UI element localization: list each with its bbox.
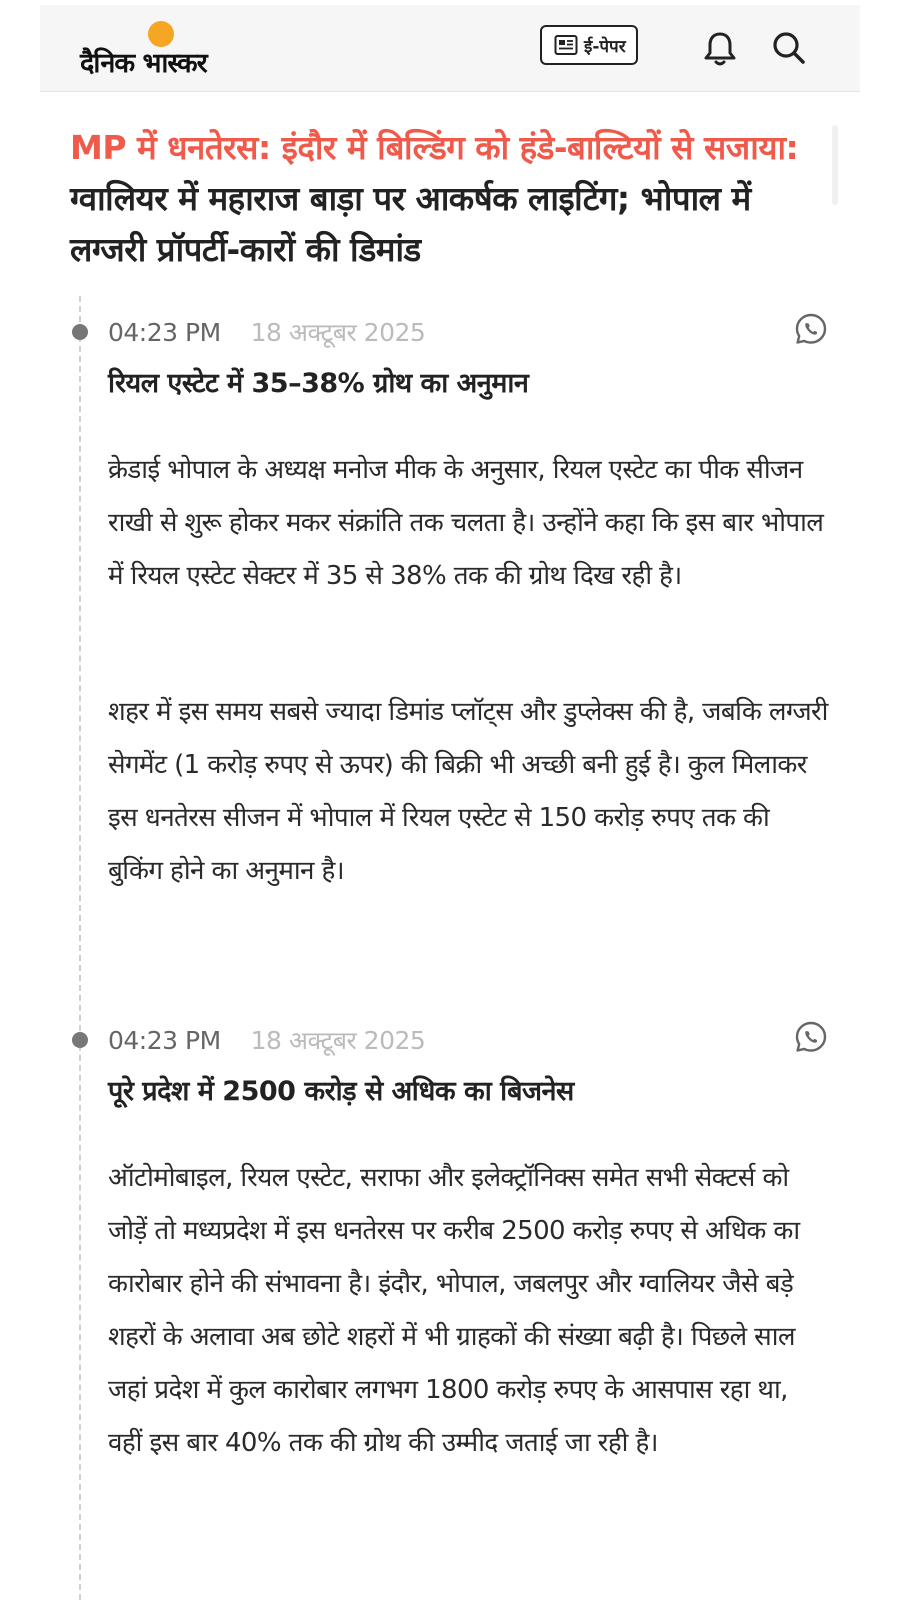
entry-paragraph: क्रेडाई भोपाल के अध्यक्ष मनोज मीक के अनुसार, रियल एस्टेट का पीक सीजन राखी से शुरू होकर मकर संक्रांति तक चलता है। उन्होंने कहा कि इस बार भोपाल में रियल एस्टेट सेक्टर में 35 से 38% तक की ग्रोथ दिख रही है। bbox=[108, 455, 824, 591]
entry-date: 18 अक्टूबर 2025 bbox=[250, 1026, 426, 1055]
logo-text: दैनिक भास्कर bbox=[80, 48, 207, 79]
whatsapp-icon[interactable] bbox=[794, 1020, 828, 1054]
site-logo[interactable] bbox=[80, 19, 260, 79]
timeline-dot bbox=[72, 324, 88, 340]
live-update-entry bbox=[108, 1020, 828, 1600]
entry-heading: रियल एस्टेट में 35–38% ग्रोथ का अनुमान bbox=[108, 368, 529, 399]
title-rest: ग्वालियर में महाराज बाड़ा पर आकर्षक लाइटिंग; भोपाल में लग्जरी प्रॉपर्टी-कारों की डिमांड bbox=[70, 179, 751, 269]
top-header bbox=[40, 5, 860, 92]
live-update-entry bbox=[108, 312, 828, 952]
bell-icon[interactable] bbox=[700, 29, 740, 69]
timeline-dot bbox=[72, 1032, 88, 1048]
entry-meta bbox=[108, 1020, 828, 1060]
scroll-indicator bbox=[832, 125, 838, 205]
epaper-button[interactable] bbox=[540, 25, 638, 65]
newspaper-icon bbox=[554, 34, 578, 56]
entry-paragraph: ऑटोमोबाइल, रियल एस्टेट, सराफा और इलेक्ट्रॉनिक्स समेत सभी सेक्टर्स को जोड़ें तो मध्यप्रदेश में इस धनतेरस पर करीब 2500 करोड़ रुपए से अधिक का कारोबार होने की संभावना है। इंदौर, भोपाल, जबलपुर और ग्वालियर जैसे बड़े शहरों के अलावा अब छोटे शहरों में भी ग्राहकों की संख्या बढ़ी है। पिछले साल जहां प्रदेश में कुल कारोबार लगभग 1800 करोड़ रुपए के आसपास रहा था, वहीं इस बार 40% तक की ग्रोथ की उम्मीद जताई जा रही है। bbox=[108, 1163, 800, 1458]
entry-heading: पूरे प्रदेश में 2500 करोड़ से अधिक का बिजनेस bbox=[108, 1076, 574, 1107]
whatsapp-icon[interactable] bbox=[794, 312, 828, 346]
article-title bbox=[70, 122, 830, 275]
title-highlight: MP में धनतेरस: इंदौर में बिल्डिंग को हंडे-बाल्टियों से सजाया: bbox=[70, 128, 799, 167]
timeline-line bbox=[79, 296, 81, 1600]
entry-time: 04:23 PM bbox=[108, 317, 221, 347]
entry-paragraph: शहर में इस समय सबसे ज्यादा डिमांड प्लॉट्स और डुप्लेक्स की है, जबकि लग्जरी सेगमेंट (1 करोड़ रुपए से ऊपर) की बिक्री भी अच्छी बनी हुई है। कुल मिलाकर इस धनतेरस सीजन में भोपाल में रियल एस्टेट से 150 करोड़ रुपए तक की बुकिंग होने का अनुमान है। bbox=[108, 697, 828, 886]
entry-date: 18 अक्टूबर 2025 bbox=[250, 318, 426, 347]
entry-time: 04:23 PM bbox=[108, 1025, 221, 1055]
entry-meta bbox=[108, 312, 828, 352]
search-icon[interactable] bbox=[770, 29, 808, 67]
epaper-label: ई-पेपर bbox=[584, 36, 626, 57]
